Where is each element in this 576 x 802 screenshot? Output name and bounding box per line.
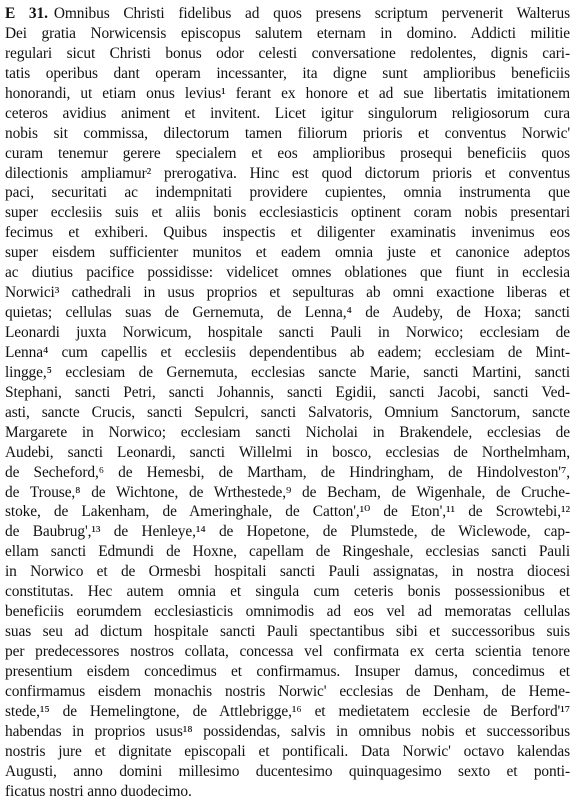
text-line-28: ellam sancti Edmundi de Hoxne, capellam de Ringeshale, ecclesias sancti Pauli [5,543,570,561]
text-line-34: presentium eisdem concedimus et confirmamus. Insuper damus, concedimus et [5,662,570,680]
text-line-26: stoke, de Lakenham, de Ameringhale, de Catton',¹⁰ de Eton',¹¹ de Scrowtebi,¹² [5,503,570,521]
text-line-4: tatis operibus dant operam incessanter, ita digne sunt amplioribus beneficiis [5,64,570,82]
text-line-29: in Norwico et de Ormesbi hospitali sancti Pauli assignatas, in nostra diocesi [5,563,570,581]
text-line-20: Stephani, sancti Petri, sancti Johannis, sancti Egidii, sancti Jacobi, sancti Ved- [5,383,570,401]
text-line-35: confirmamus eisdem monachis nostris Norwic' ecclesias de Denham, de Heme- [5,682,570,700]
text-line-13: super eisdem sufficienter munitos et eadem omnia juste et canonice adeptos [5,244,570,262]
text-line-6: ceteros avidius animent et invitent. Licet igitur singulorum religiosorum cura [5,104,570,122]
line-text: Omnibus Christi fidelibus ad quos presens scriptum pervenerit Walterus [53,5,570,22]
text-line-11: super ecclesiis suis et aliis bonis ecclesiasticis optinent coram nobis presentari [5,204,570,222]
text-line-2: Dei gratia Norwicensis episcopus salutem eternam in domino. Addicti militie [5,24,570,42]
text-line-14: ac diutius pacifice possidisse: videlicet omnes oblationes que fiunt in ecclesia [5,264,570,282]
text-line-22: Margarete in Norwico; ecclesiam sancti Nicholai in Brakendele, ecclesias de [5,423,570,441]
text-line-39: Augusti, anno domini millesimo ducentesimo quinquagesimo sexto et ponti- [5,762,570,780]
text-line-32: suas seu ad dictum hospitale sancti Pauli spectantibus sibi et successoribus suis [5,623,570,641]
text-line-31: beneficiis eorumdem ecclesiasticis omnimodis ad eos vel ad memoratas cellulas [5,603,570,621]
text-line-33: per predecessores nostros collata, concessa vel confirmata ex certa scientia tenore [5,643,570,660]
text-line-36: stede,¹⁵ de Hemelingtone, de Attlebrigge,¹⁶ et medietatem ecclesie de Berford'¹⁷ [5,702,570,720]
text-line-15: Norwici³ cathedrali in usus proprios et sepulturas ab omni exactione liberas et [5,284,570,302]
text-line-25: de Trouse,⁸ de Wichtone, de Wrthestede,⁹ de Becham, de Wigenhale, de Cruche- [5,483,570,501]
text-line-38: nostris jure et dignitate episcopali et pontificali. Data Norwic' octavo kalendas [5,742,570,760]
text-line-12: fecimus et exhiberi. Quibus inspectis et diligenter examinatis invenimus eos [5,224,570,242]
text-line-19: lingge,⁵ ecclesiam de Gernemuta, ecclesias sancte Marie, sancti Martini, sancti [5,363,570,381]
text-line-30: constitutas. Hec autem omnia et singula cum ceteris bonis possessionibus et [5,583,570,601]
document-number: E 31. [5,5,48,22]
text-line-37: habendas in proprios usus¹⁸ possidendas, salvis in omnibus nobis et successoribus [5,722,570,740]
text-line-10: paci, securitati ac indempnitati providere cupientes, omnia instrumenta que [5,184,570,202]
text-line-24: de Secheford,⁶ de Hemesbi, de Martham, de Hindringham, de Hindolveston'⁷, [5,463,570,481]
text-line-18: Lenna⁴ cum capellis et ecclesiis dependentibus ab eadem; ecclesiam de Mint- [5,343,570,361]
text-line-8: curam tenemur gerere specialem et eos amplioribus prosequi beneficiis quos [5,144,570,162]
text-line-9: dilectionis ampliamur² prerogativa. Hinc est quod dictorum prioris et conventus [5,164,570,182]
text-line-27: de Baubrug',¹³ de Henleye,¹⁴ de Hopetone, de Plumstede, de Wiclewode, cap- [5,523,570,541]
text-line-21: asti, sancte Crucis, sancti Sepulcri, sancti Salvatoris, Omnium Sanctorum, sancte [5,403,570,421]
text-line-1 [5,4,570,24]
text-line-7: nobis sit commissa, dilectorum tamen filiorum prioris et conventus Norwic' [5,124,570,142]
text-line-23: Audebi, sancti Leonardi, sancti Willelmi in bosco, ecclesias de Northelmham, [5,443,570,461]
text-line-5: honorandi, ut etiam onus levius¹ ferant ex honore et ad sue libertatis imitationem [5,84,570,102]
text-line-16: quietas; cellulas suas de Gernemuta, de Lenna,⁴ de Audeby, de Hoxa; sancti [5,304,570,322]
text-line-3: regulari sicut Christi bonus odor celesti conversatione redolentes, dignis cari- [5,44,570,62]
text-line-40: ficatus nostri anno duodecimo. [5,782,192,800]
text-line-17: Leonardi juxta Norwicum, hospitale sancti Pauli in Norwico; ecclesiam de [5,324,570,341]
